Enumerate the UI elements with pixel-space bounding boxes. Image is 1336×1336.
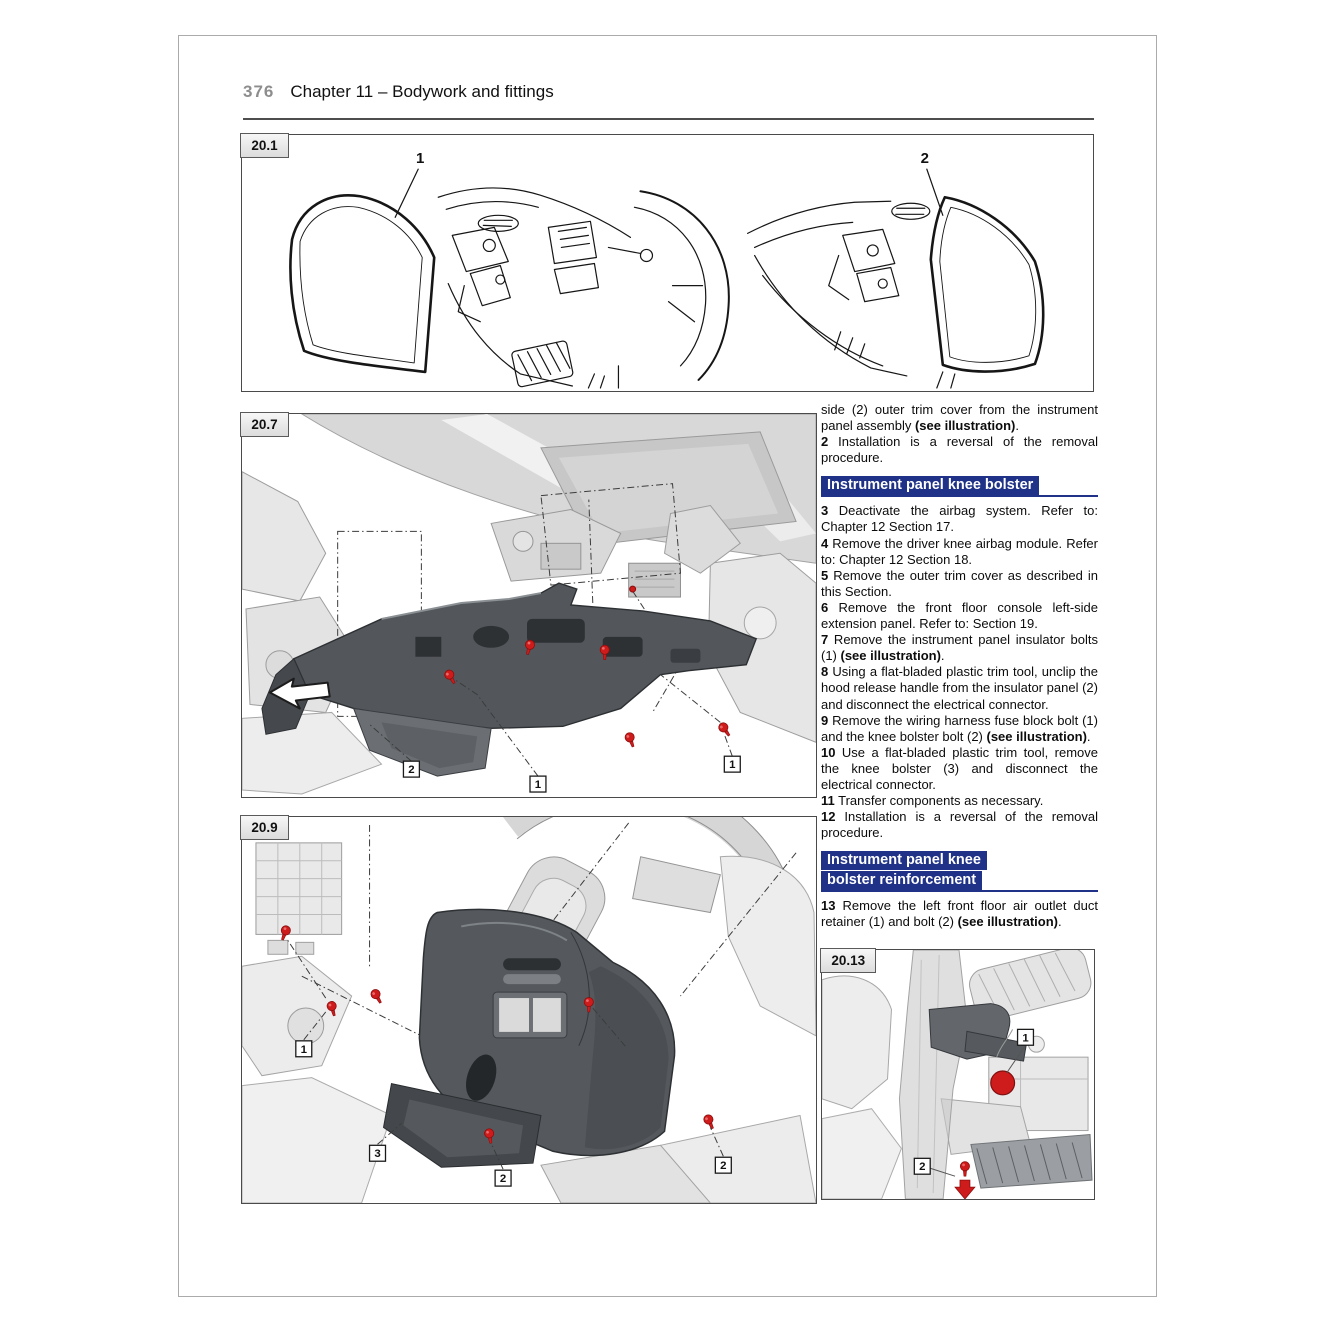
callout-number: 1 — [534, 779, 542, 792]
passenger-side-dash-art — [748, 169, 1044, 388]
callout-number: 1 — [1022, 1032, 1029, 1045]
page-header — [243, 82, 554, 102]
figure-label: 20.9 — [240, 815, 288, 840]
callout-number: 1 — [416, 150, 425, 168]
figure-20-9 — [241, 816, 817, 1204]
callout-number: 1 — [300, 1043, 307, 1056]
step-paragraph: 10 Use a flat-bladed plastic trim tool, remove the knee bolster (3) and disconnect the electrical connector. — [821, 744, 1098, 792]
section-heading: Instrument panel knee bolster reinforcement — [821, 850, 1098, 892]
step-paragraph: 6 Remove the front floor console left-side extension panel. Refer to: Section 19. — [821, 599, 1098, 632]
insulator-panel-drawing — [242, 414, 816, 797]
callout-box — [1018, 1029, 1034, 1045]
callout-number: 2 — [920, 150, 929, 168]
figure-label: 20.1 — [240, 133, 288, 158]
figure-20-13 — [821, 949, 1095, 1200]
section-heading: Instrument panel knee bolster — [821, 475, 1098, 497]
callout-box — [495, 1170, 511, 1186]
step-paragraph: 3 Deactivate the airbag system. Refer to: Chapter 12 Section 17. — [821, 503, 1098, 535]
callout-box — [530, 776, 546, 792]
dashboard-side-covers-drawing — [242, 135, 1093, 391]
chapter-title: Chapter 11 – Bodywork and fittings — [290, 82, 554, 101]
callout-number: 1 — [729, 759, 736, 772]
callout-box — [370, 1145, 386, 1161]
callout-box — [914, 1158, 930, 1174]
retainer-marker — [991, 1071, 1015, 1095]
step-paragraph: 9 Remove the wiring harness fuse block bolt (1) and the knee bolster bolt (2) (see illustration). — [821, 712, 1098, 744]
callout-box — [403, 761, 419, 777]
callout-box — [715, 1157, 731, 1173]
step-paragraph: 7 Remove the instrument panel insulator bolts (1) (see illustration). — [821, 632, 1098, 664]
page-number: 376 — [243, 82, 275, 101]
step-paragraph: 4 Remove the driver knee airbag module. Refer to: Chapter 12 Section 18. — [821, 535, 1098, 567]
figure-20-1 — [241, 134, 1094, 392]
text-column — [821, 402, 1098, 931]
step-paragraph: side (2) outer trim cover from the instrument panel assembly (see illustration). — [821, 402, 1098, 434]
callout-number: 2 — [720, 1160, 727, 1173]
callout-box — [724, 756, 740, 772]
knee-bolster-drawing — [242, 817, 816, 1203]
step-paragraph: 8 Using a flat-bladed plastic trim tool, unclip the hood release handle from the insulator panel (2) and disconnect the electrical connector. — [821, 664, 1098, 712]
step-paragraph: 2 Installation is a reversal of the removal procedure. — [821, 434, 1098, 466]
header-rule — [243, 118, 1094, 120]
callout-number: 3 — [374, 1148, 381, 1161]
step-paragraph: 13 Remove the left front floor air outlet duct retainer (1) and bolt (2) (see illustration). — [821, 898, 1098, 930]
air-outlet-duct-drawing — [822, 950, 1094, 1199]
figure-20-7 — [241, 413, 817, 798]
step-paragraph: 5 Remove the outer trim cover as described in this Section. — [821, 567, 1098, 599]
knee-bolster-panel — [384, 909, 675, 1167]
step-paragraph: 11 Transfer components as necessary. — [821, 793, 1044, 809]
step-paragraph: 12 Installation is a reversal of the removal procedure. — [821, 809, 1098, 841]
bolt-marker — [960, 1162, 969, 1176]
callout-number: 2 — [919, 1161, 926, 1174]
manual-page — [178, 35, 1157, 1297]
callout-number: 2 — [499, 1173, 507, 1186]
background-structure — [822, 950, 1094, 1199]
removal-direction-arrow — [955, 1180, 975, 1199]
text-column-items — [821, 402, 1098, 931]
callout-box — [296, 1041, 312, 1057]
figure-label: 20.13 — [820, 948, 876, 973]
figure-label: 20.7 — [240, 412, 288, 437]
callout-number: 2 — [408, 764, 415, 777]
driver-side-dash-art — [290, 169, 728, 388]
